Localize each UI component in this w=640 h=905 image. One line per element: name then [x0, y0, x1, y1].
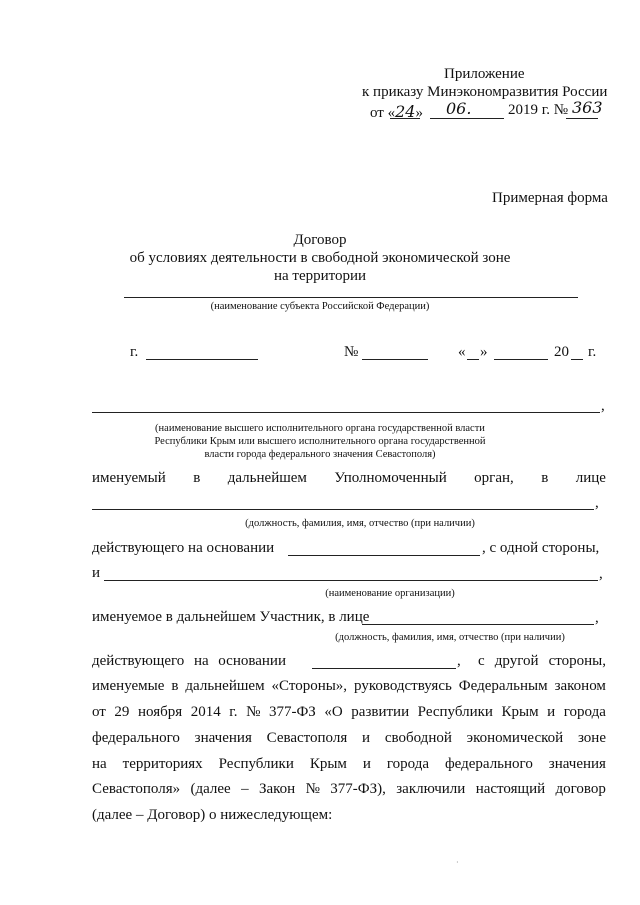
- word: настоящий: [475, 781, 546, 797]
- word: значения: [548, 756, 606, 772]
- word: договор: [555, 781, 606, 797]
- word: руководствуясь: [354, 678, 452, 694]
- body-last-line: (далее – Договор) о нижеследующем:: [92, 807, 333, 823]
- word: развитии: [351, 704, 410, 720]
- annex-day-handwritten: 24: [395, 102, 416, 121]
- contract-subtitle: об условиях деятельности в свободной экономической зоне: [129, 250, 511, 266]
- year-fill-line[interactable]: [571, 359, 583, 360]
- word: Севастополя: [266, 730, 348, 746]
- annex-title: Приложение: [444, 66, 525, 82]
- participant-comma: ,: [595, 610, 599, 626]
- basis-1-fill-line[interactable]: [288, 555, 480, 556]
- word: №: [305, 781, 320, 797]
- annex-date-line: [370, 102, 423, 122]
- subject-fill-line[interactable]: [124, 297, 578, 298]
- organization-comma: ,: [599, 566, 603, 582]
- word: ноября: [137, 704, 183, 720]
- annex-date-prefix: от «: [370, 105, 396, 121]
- official-comma: ,: [595, 495, 599, 511]
- authority-named-row: [92, 470, 606, 487]
- word: 377-ФЗ: [268, 704, 316, 720]
- number-fill-line[interactable]: [362, 359, 428, 360]
- word: –: [241, 781, 249, 797]
- authority-fill-line[interactable]: [92, 412, 600, 413]
- word: Республики: [218, 756, 294, 772]
- word: Севастополя»: [92, 781, 181, 797]
- annex-month-handwritten: 06.: [446, 99, 472, 118]
- body-line: [92, 704, 606, 721]
- acting-basis-1-suffix: , с одной стороны,: [482, 540, 600, 556]
- word: на: [193, 653, 209, 669]
- acting-basis-2-right: [478, 653, 606, 670]
- word: дальнейшем: [185, 678, 265, 694]
- word: основании: [218, 653, 286, 669]
- word: зоне: [577, 730, 606, 746]
- word: и: [362, 730, 371, 746]
- number-label: №: [344, 344, 359, 360]
- acting-basis-2-left: [92, 653, 286, 670]
- word: Республики: [417, 704, 493, 720]
- word: города: [386, 756, 429, 772]
- participant-official-caption: (должность, фамилия, имя, отчество (при наличии): [335, 632, 565, 643]
- annex-date-close: »: [415, 105, 423, 121]
- date-quote-close: »: [480, 344, 488, 360]
- word: «О: [324, 704, 343, 720]
- word: 2014: [190, 704, 221, 720]
- annex-order-ref: к приказу Минэкономразвития России: [362, 84, 608, 100]
- word: дальнейшем: [227, 470, 307, 486]
- year-suffix: г.: [588, 344, 597, 360]
- authority-caption-2: Республики Крым или высшего исполнительного органа государственной: [154, 436, 486, 447]
- word: свободной: [384, 730, 452, 746]
- contract-territory: на территории: [273, 268, 367, 284]
- word: другой: [494, 653, 539, 669]
- word: с: [478, 653, 485, 669]
- word: значения: [194, 730, 252, 746]
- and-word: и: [92, 565, 101, 581]
- body-line: [92, 781, 606, 798]
- word: от: [92, 704, 106, 720]
- number-underline: [566, 118, 598, 119]
- body-line: [92, 730, 606, 747]
- word: заключили: [396, 781, 466, 797]
- word: города: [563, 704, 606, 720]
- day-fill-line[interactable]: [467, 359, 479, 360]
- word: федерального: [444, 756, 533, 772]
- word: 377-ФЗ),: [330, 781, 386, 797]
- word: и: [362, 756, 371, 772]
- city-label: г.: [130, 344, 139, 360]
- annex-number-handwritten: 363: [572, 98, 603, 117]
- word: Крым: [501, 704, 539, 720]
- authority-caption-3: власти города федерального значения Севастополя): [204, 449, 436, 460]
- city-fill-line[interactable]: [146, 359, 258, 360]
- word: федерального: [92, 730, 180, 746]
- month-underline: [430, 118, 504, 119]
- official-caption: (должность, фамилия, имя, отчество (при наличии): [245, 518, 475, 529]
- word: Крым: [309, 756, 347, 772]
- word: именуемый: [92, 470, 166, 486]
- word: Закон: [258, 781, 296, 797]
- word: действующего: [92, 653, 185, 669]
- annex-year-number: 2019 г. №: [508, 102, 569, 118]
- day-underline: [390, 118, 420, 119]
- contract-title: Договор: [293, 232, 347, 248]
- participant-official-fill-line[interactable]: [362, 624, 594, 625]
- word: (далее: [190, 781, 231, 797]
- word: лице: [575, 470, 606, 486]
- organization-fill-line[interactable]: [104, 580, 598, 581]
- official-fill-line[interactable]: [92, 509, 594, 510]
- participant-row: именуемое в дальнейшем Участник, в лице: [92, 609, 370, 625]
- word: орган,: [474, 470, 514, 486]
- word: Федеральным: [458, 678, 548, 694]
- word: именуемые: [92, 678, 165, 694]
- month-fill-line[interactable]: [494, 359, 548, 360]
- organization-caption: (наименование организации): [325, 588, 455, 599]
- acting-basis-1-prefix: действующего на основании: [92, 540, 275, 556]
- body-line: [92, 678, 606, 695]
- word: экономической: [466, 730, 564, 746]
- word: стороны,: [548, 653, 606, 669]
- authority-comma: ,: [601, 398, 605, 414]
- body-line: [92, 756, 606, 773]
- date-quote-open: «: [458, 344, 466, 360]
- word: г.: [229, 704, 238, 720]
- word: №: [246, 704, 261, 720]
- word: в: [171, 678, 179, 694]
- scan-speck: ·: [456, 858, 459, 867]
- sample-form-label: Примерная форма: [492, 190, 608, 206]
- basis-2-fill-line[interactable]: [312, 668, 456, 669]
- year-prefix: 20: [554, 344, 569, 360]
- word: и: [547, 704, 556, 720]
- word: на: [92, 756, 107, 772]
- subject-caption: (наименование субъекта Российской Федерации): [210, 301, 430, 312]
- word: Уполномоченный: [334, 470, 447, 486]
- word: законом: [554, 678, 606, 694]
- word: территориях: [122, 756, 203, 772]
- basis-2-comma: ,: [457, 653, 461, 669]
- authority-caption-1: (наименование высшего исполнительного органа государственной власти: [155, 423, 485, 434]
- word: в: [541, 470, 549, 486]
- word: «Стороны»,: [271, 678, 348, 694]
- word: 29: [114, 704, 130, 720]
- word: в: [193, 470, 201, 486]
